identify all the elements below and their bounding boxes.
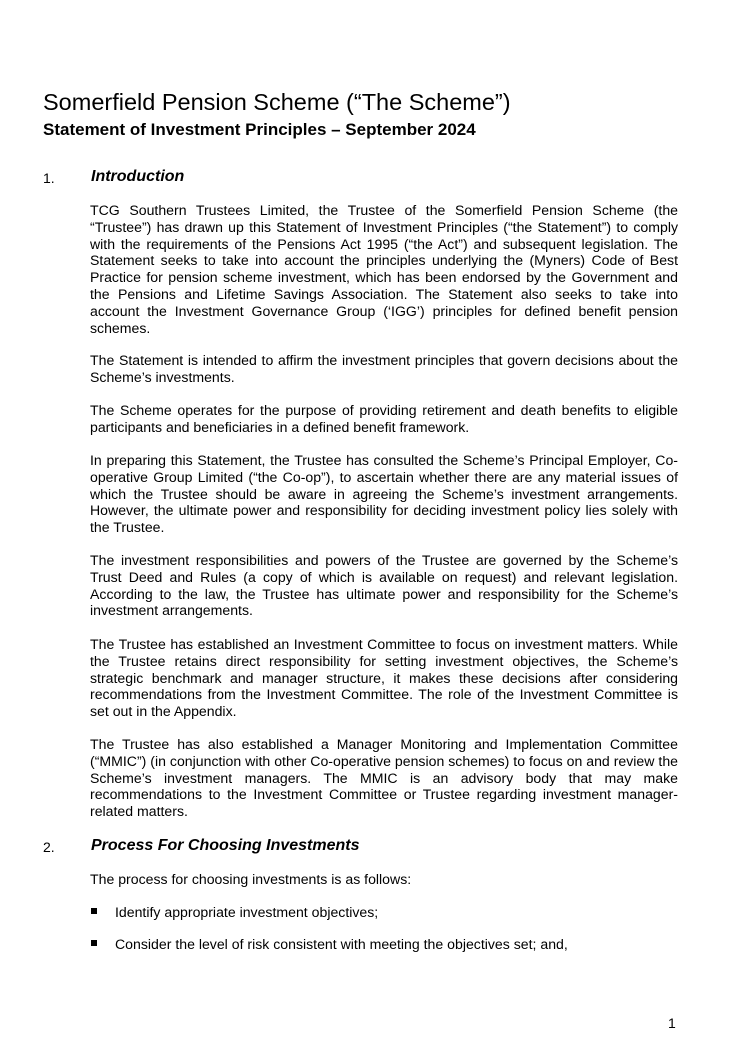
list-item — [91, 904, 378, 921]
section-2-paragraph-1: The process for choosing investments is as follows: — [90, 871, 412, 887]
section-2-title: Process For Choosing Investments — [91, 837, 360, 854]
document-title: Somerfield Pension Scheme (“The Scheme”) — [43, 89, 511, 115]
section-1-paragraph-4: In preparing this Statement, the Trustee has consulted the Scheme’s Principal Employer, Co-operative Group Limited (“the Co-op”), to ascertain whether there are any material issues of which the Trustee should be aware in agreeing the Scheme’s investment arrangements. However, the ultimate power and responsibility for deciding investment policy lies solely with the Trustee. — [90, 452, 678, 536]
list-item-text: Identify appropriate investment objectives; — [115, 904, 379, 920]
section-1-paragraph-2: The Statement is intended to affirm the investment principles that govern decisions about the Scheme’s investments. — [90, 352, 678, 385]
document-subtitle: Statement of Investment Principles – September 2024 — [43, 120, 476, 139]
list-item-text: Consider the level of risk consistent with meeting the objectives set; and, — [115, 936, 568, 952]
section-1-paragraph-5: The investment responsibilities and powers of the Trustee are governed by the Scheme’s Trust Deed and Rules (a copy of which is available on request) and relevant legislation. According to the law, the Trustee has ultimate power and responsibility for the Scheme’s investment arrangements. — [90, 552, 678, 619]
bullet-square-icon — [91, 908, 97, 914]
page-number: 1 — [668, 1015, 676, 1031]
list-item — [91, 936, 568, 953]
bullet-square-icon — [91, 940, 97, 946]
section-1-paragraph-1: TCG Southern Trustees Limited, the Trustee of the Somerfield Pension Scheme (the “Trustee”) has drawn up this Statement of Investment Principles (“the Statement”) to comply with the requirements of the Pensions Act 1995 (“the Act”) and subsequent legislation. The Statement seeks to take into account the principles underlying the (Myners) Code of Best Practice for pension scheme investment, which has been endorsed by the Government and the Pensions and Lifetime Savings Association. The Statement also seeks to take into account the Investment Governance Group (‘IGG’) principles for defined benefit pension schemes. — [90, 202, 678, 336]
section-2-number: 2. — [43, 839, 55, 855]
section-1-number: 1. — [43, 170, 55, 186]
section-1-paragraph-7: The Trustee has also established a Manager Monitoring and Implementation Committee (“MMIC”) (in conjunction with other Co-operative pension schemes) to focus on and review the Scheme’s investment managers. The MMIC is an advisory body that may make recommendations to the Investment Committee or Trustee regarding investment manager-related matters. — [90, 736, 678, 820]
section-1-paragraph-6: The Trustee has established an Investment Committee to focus on investment matters. While the Trustee retains direct responsibility for setting investment objectives, the Scheme’s strategic benchmark and manager structure, it makes these decisions after considering recommendations from the Investment Committee. The role of the Investment Committee is set out in the Appendix. — [90, 636, 678, 720]
section-1-title: Introduction — [91, 168, 185, 185]
section-1-paragraph-3: The Scheme operates for the purpose of providing retirement and death benefits to eligible participants and beneficiaries in a defined benefit framework. — [90, 402, 678, 435]
